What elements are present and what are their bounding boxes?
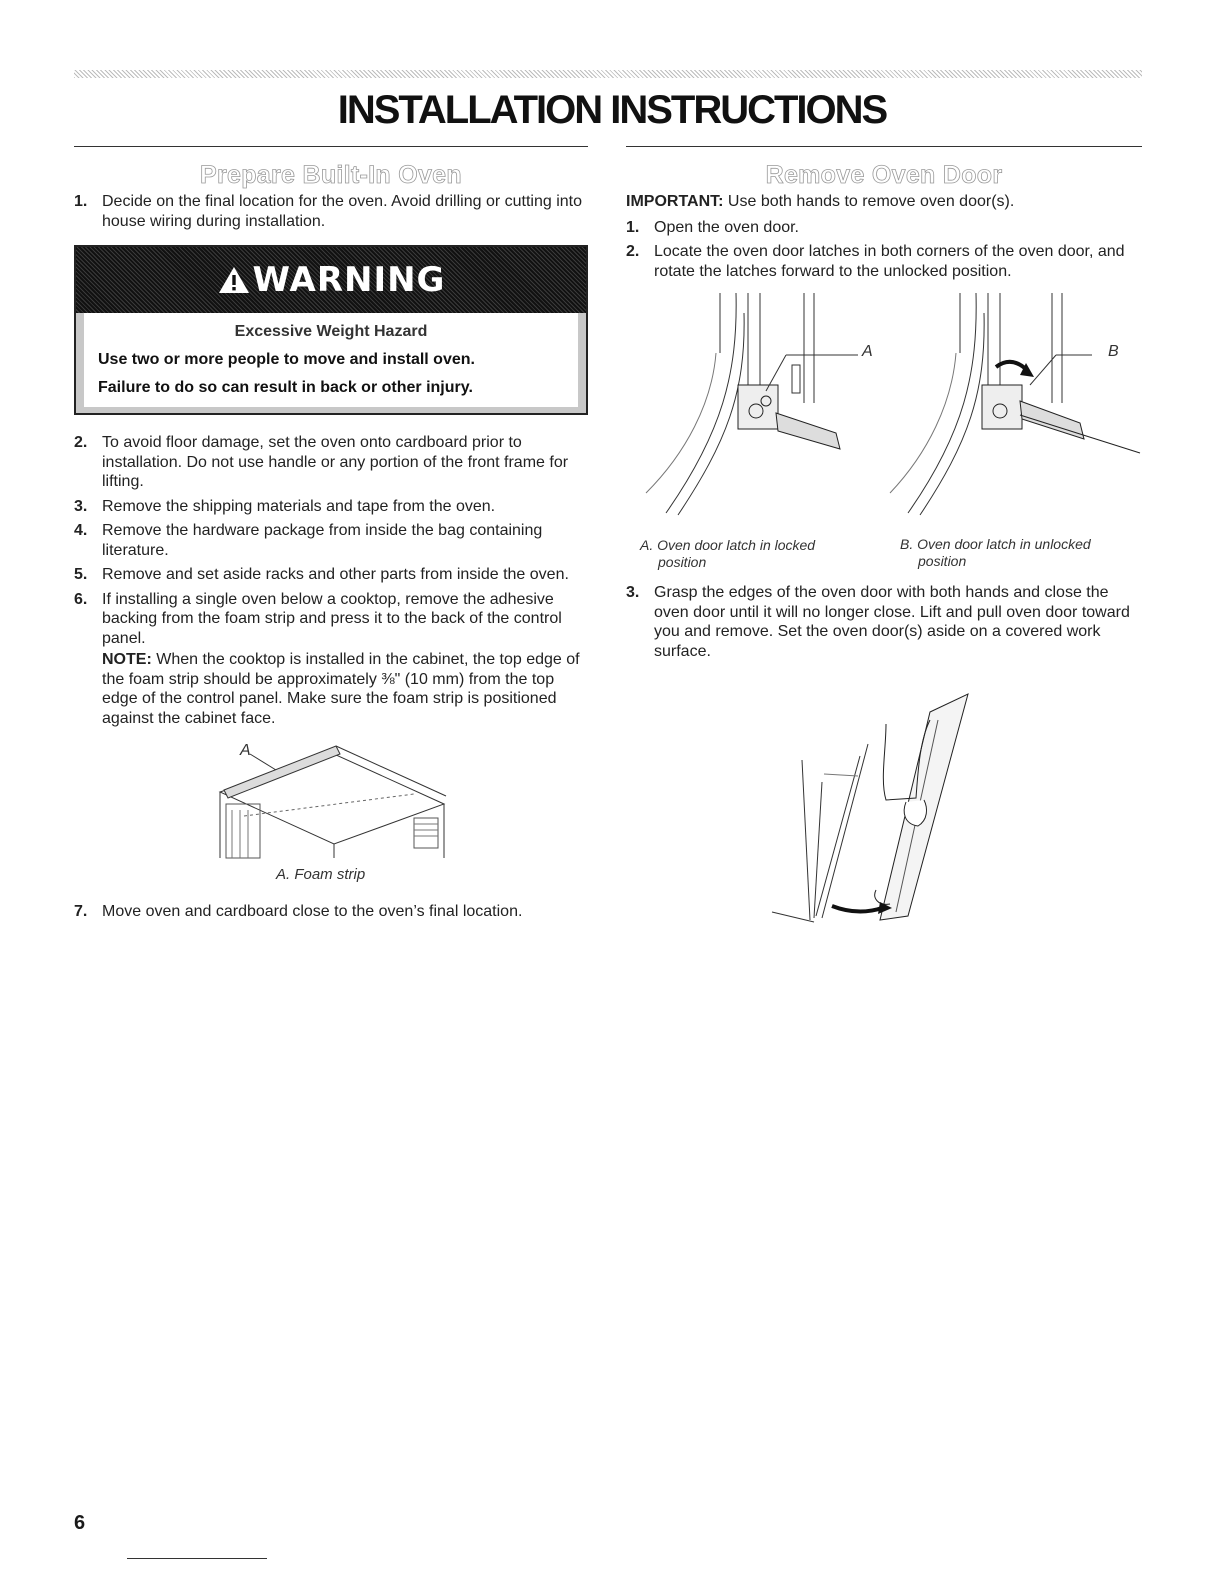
page-number: 6 [74,1512,86,1534]
figure-caption: A. Foam strip [276,866,366,883]
header-band [74,70,1142,78]
step-text: Grasp the edges of the oven door with both hands and close the oven door until it will no longer close. Lift and pull oven door toward you and remove. Set the oven door(s) aside on a covered work surface. [654,584,1130,660]
step-item [626,218,1142,238]
step-number: 3. [74,497,88,515]
note-text: When the cooktop is installed in the cabinet, the top edge of the foam strip should be approximately ⅜" (10 mm) from the top edge of the control panel. Make sure the foam strip is positioned against the cabinet face. [102,651,580,727]
step-item [74,192,588,231]
figure-label-a: A [240,742,251,759]
prepare-oven-section [74,146,588,927]
step-item [74,521,588,560]
warning-header [76,247,586,313]
latch-locked-illustration [626,293,876,529]
important-label: IMPORTANT: [626,193,724,210]
step-item [74,590,588,729]
warning-body [76,313,586,413]
latch-unlocked-illustration [884,293,1142,529]
step-number: 2. [626,243,640,260]
footer-rule [127,1558,267,1559]
remove-door-section [626,146,1142,666]
step-text: To avoid floor damage, set the oven onto cardboard prior to installation. Do not use handle or any portion of the front frame for lifting. [102,434,569,490]
step-text: Locate the oven door latches in both corners of the oven door, and rotate the latches forward to the unlocked position. [654,243,1125,280]
figure-caption-a [640,537,815,571]
step-text: Open the oven door. [654,218,799,236]
note [102,650,588,728]
page-title: INSTALLATION INSTRUCTIONS [337,88,887,132]
section-rule [74,146,588,147]
figure-caption-b [900,536,1091,570]
door-latch-figures [626,287,1142,577]
important-note [626,192,1142,212]
step-text: Remove and set aside racks and other parts from inside the oven. [102,566,569,583]
step-text: Move oven and cardboard close to the oven’s final location. [102,903,523,920]
note-label: NOTE: [102,651,152,668]
caption-line: position [658,554,707,570]
figure-label-b: B [1108,343,1119,360]
steps-list [74,433,588,728]
caption-line: B. Oven door latch in unlocked [900,536,1091,552]
step-number: 2. [74,434,88,451]
step-text: Remove the shipping materials and tape from the oven. [102,497,496,515]
warning-line: Failure to do so can result in back or other injury. [98,379,473,396]
step-item [74,902,588,922]
step-item [626,242,1142,281]
hazard-title: Excessive Weight Hazard [234,323,428,340]
warning-word: WARNING [252,260,446,300]
step-number: 1. [626,218,640,236]
warning-line: Use two or more people to move and install oven. [98,351,475,368]
warning-triangle-icon [217,265,251,295]
section-title-prepare: Prepare Built-In Oven [200,161,462,189]
steps-list [626,218,1142,282]
step-number: 7. [74,903,88,920]
door-removal-illustration [768,690,988,940]
steps-list [626,583,1142,661]
step-text: Remove the hardware package from inside the bag containing literature. [102,522,543,559]
step-number: 3. [626,584,640,601]
step-number: 6. [74,590,88,608]
caption-line: position [918,553,967,569]
step-item [626,583,1142,661]
important-text: Use both hands to remove oven door(s). [723,193,1015,210]
warning-box [74,245,588,415]
step-item [74,497,588,517]
steps-list [74,192,588,231]
steps-list [74,902,588,922]
step-item [74,565,588,585]
step-item [74,433,588,492]
section-title-remove-door: Remove Oven Door [765,161,1003,189]
section-rule [626,146,1142,147]
step-number: 4. [74,522,88,539]
foam-strip-figure [74,734,588,894]
step-text: If installing a single oven below a cooktop, remove the adhesive backing from the foam strip and press it to the back of the control panel. [102,590,562,647]
oven-top-illustration [214,734,454,864]
step-text: Decide on the final location for the oven. Avoid drilling or cutting into house wiring during installation. [102,193,582,230]
figure-label-a: A [862,343,873,360]
step-number: 1. [74,193,88,210]
step-number: 5. [74,566,88,583]
caption-line: A. Oven door latch in locked [640,537,816,553]
